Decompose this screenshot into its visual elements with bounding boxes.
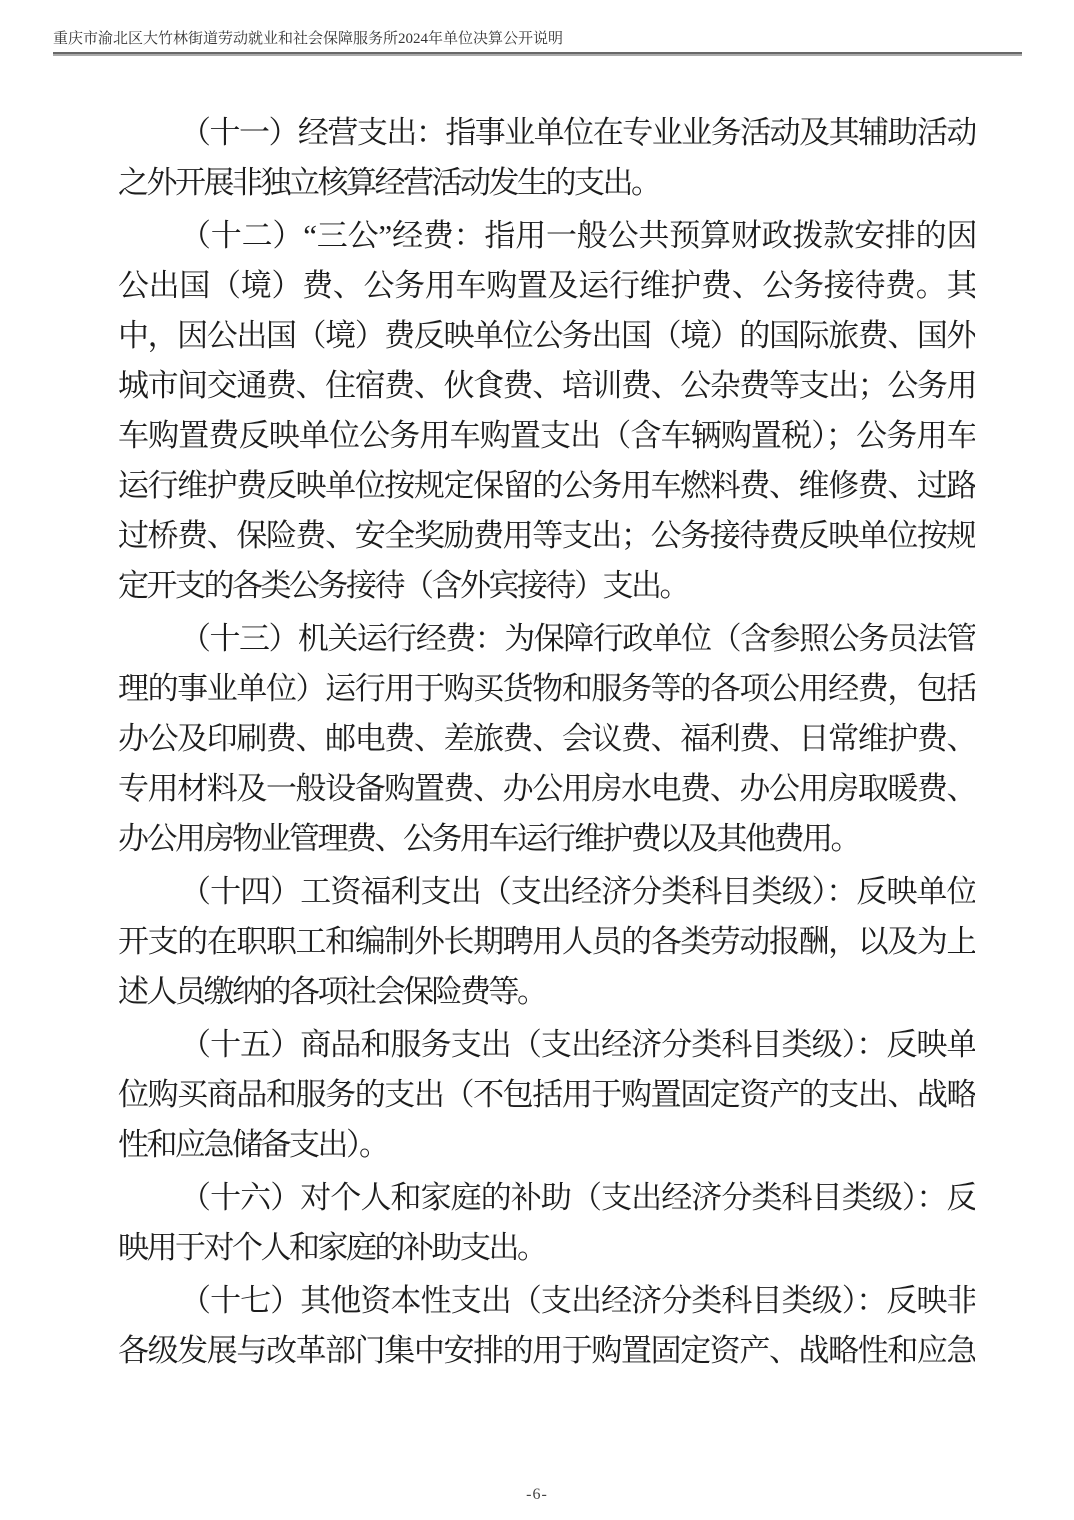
text-line: （十五）商品和服务支出（支出经济分类科目类级）：反映单	[180, 1027, 975, 1062]
text-line: 定开支的各类公务接待（含外宾接待）支出。	[118, 568, 688, 603]
paragraph	[118, 108, 975, 208]
text-line: （十一）经营支出：指事业单位在专业业务活动及其辅助活动	[180, 115, 975, 150]
text-line: 专用材料及一般设备购置费、办公用房水电费、办公用房取暖费、	[118, 771, 975, 806]
paragraph	[118, 211, 975, 611]
page-number: -6-	[526, 1486, 548, 1503]
text-line: 过桥费、保险费、安全奖励费用等支出；公务接待费反映单位按规	[118, 518, 975, 553]
text-line: （十三）机关运行经费：为保障行政单位（含参照公务员法管	[180, 621, 975, 656]
text-line: 之外开展非独立核算经营活动发生的支出。	[118, 165, 660, 200]
page-footer	[0, 1486, 1074, 1504]
text-line: 中，因公出国（境）费反映单位公务出国（境）的国际旅费、国外	[118, 318, 975, 353]
header-title: 重庆市渝北区大竹林街道劳动就业和社会保障服务所2024年单位决算公开说明	[53, 31, 564, 47]
paragraph	[118, 614, 975, 864]
text-line: 公出国（境）费、公务用车购置及运行维护费、公务接待费。其	[118, 268, 975, 303]
text-line: 位购买商品和服务的支出（不包括用于购置固定资产的支出、战略	[118, 1077, 975, 1112]
text-line: 城市间交通费、住宿费、伙食费、培训费、公杂费等支出；公务用	[118, 368, 975, 403]
text-line: 开支的在职职工和编制外长期聘用人员的各类劳动报酬，以及为上	[118, 924, 975, 959]
paragraph	[118, 1276, 975, 1376]
text-line: 办公及印刷费、邮电费、差旅费、会议费、福利费、日常维护费、	[118, 721, 975, 756]
text-line: 运行维护费反映单位按规定保留的公务用车燃料费、维修费、过路	[118, 468, 975, 503]
paragraph	[118, 867, 975, 1017]
text-line: 映用于对个人和家庭的补助支出。	[118, 1230, 546, 1265]
header-rule	[53, 52, 1022, 56]
text-line: 各级发展与改革部门集中安排的用于购置固定资产、战略性和应急	[118, 1333, 975, 1368]
text-line: 车购置费反映单位公务用车购置支出（含车辆购置税）；公务用车	[118, 418, 975, 453]
paragraph	[118, 1173, 975, 1273]
text-line: （十二）“三公”经费：指用一般公共预算财政拨款安排的因	[180, 218, 975, 253]
text-line: 性和应急储备支出）。	[118, 1127, 388, 1162]
text-line: 理的事业单位）运行用于购买货物和服务等的各项公用经费，包括	[118, 671, 975, 706]
text-line: （十七）其他资本性支出（支出经济分类科目类级）：反映非	[180, 1283, 975, 1318]
text-line: （十四）工资福利支出（支出经济分类科目类级）：反映单位	[180, 874, 975, 909]
document-body	[118, 108, 975, 1379]
text-line: 述人员缴纳的各项社会保险费等。	[118, 974, 546, 1009]
text-line: 办公用房物业管理费、公务用车运行维护费以及其他费用。	[118, 821, 859, 856]
text-line: （十六）对个人和家庭的补助（支出经济分类科目类级）：反	[180, 1180, 975, 1215]
paragraph	[118, 1020, 975, 1170]
